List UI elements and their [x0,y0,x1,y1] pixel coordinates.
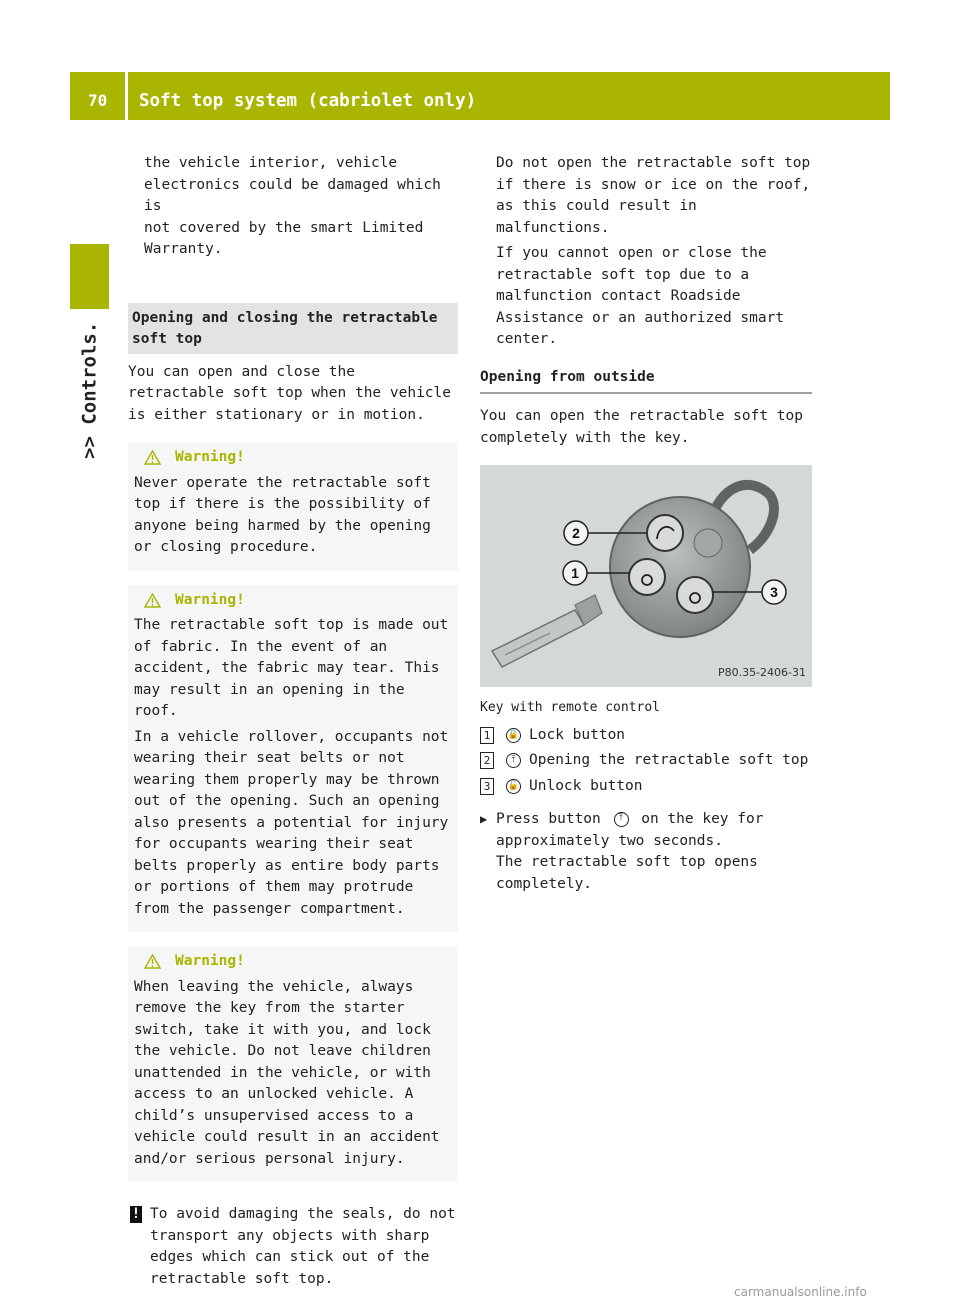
page-number: 70 [88,90,108,110]
callout-label: 2 [572,525,580,541]
open-roof-icon: ⤒ [506,753,521,768]
legend-number: 2 [480,752,494,769]
section-body: You can open and close the retractable soft top when the vehicle is either stationary or in motion. [128,363,452,423]
legend-number: 1 [480,727,494,744]
warning-text: Never operate the retractable soft top if there is the possibility of anyone being harmed by the opening or closing procedure. [134,474,431,555]
intro-line: electronics could be damaged which is [144,176,441,214]
right-intro [480,153,812,351]
key-blade [492,595,602,667]
warning-title: Warning! [134,447,450,469]
section-heading [128,303,458,354]
warning-title: Warning! [134,951,450,973]
lock-icon: 🔒 [506,728,521,743]
subheading: Opening from outside [480,367,812,395]
warning-title: Warning! [134,590,450,612]
section-heading-line: Opening and closing the retractable [132,309,438,326]
right-intro-paragraph: If you cannot open or close the retractable soft top due to a malfunction contact Roadside Assistance or an authorized smart center. [496,245,785,347]
warning-text: In a vehicle rollover, occupants not wearing their seat belts or not wearing them properly may be thrown out of the opening. Such an opening also presents a potential for injury for occupants wearing their seat belts properly as entire body parts or portions of them may protrude from the passenger compartment. [134,728,449,917]
brand-emblem [694,529,722,557]
lock-button [629,559,665,595]
step-result: The retractable soft top opens completely. [496,854,758,892]
warning-text: The retractable soft top is made out of fabric. In the event of an accident, the fabric may tear. This may result in an opening in the roof. [134,617,449,719]
instruction-step [480,809,812,895]
intro-line: the vehicle interior, vehicle [144,155,398,171]
warning-triangle-icon [144,954,161,969]
open-roof-icon: ⤒ [614,812,629,827]
open-roof-button [647,515,683,551]
side-section-label: >> Controls. [78,322,101,460]
figure-caption: Key with remote control [480,700,661,715]
key-illustration [480,465,812,687]
legend-item [480,776,812,798]
step-text: on the key for approximately two seconds. [496,811,764,849]
legend-label: Opening the retractable soft top [529,752,809,768]
body-text: You can open the retractable soft top completely with the key. [480,408,804,446]
callout-label: 1 [571,565,579,581]
figure-code: P80.35-2406-31 [717,665,806,679]
warning-triangle-icon [144,450,161,465]
left-column [128,153,458,1290]
legend-item [480,725,812,747]
page-title: Soft top system (cabriolet only) [139,90,477,111]
legend-label: Lock button [529,726,626,743]
right-intro-paragraph: Do not open the retractable soft top if there is snow or ice on the roof, as this could result in malfunctions. [496,155,811,236]
key-figure [480,465,812,687]
side-tab-block [70,244,109,309]
unlock-button [677,577,713,613]
warning-box [128,442,458,571]
right-column [480,153,812,895]
intro-line: Warranty. [144,241,223,257]
warning-text: When leaving the vehicle, always remove the key from the starter switch, take it with you, and lock the vehicle. Do not leave children unattended in the vehicle, or with access to an unlocked vehicle. A child’s unsupervised access to a vehicle could result in an accident and/or serious personal injury. [134,978,440,1167]
watermark: carmanualsonline.info [734,1285,867,1299]
intro-text [128,153,458,261]
callout-label: 3 [770,584,778,600]
warning-box [128,946,458,1182]
notice-text: To avoid damaging the seals, do not transport any objects with sharp edges which can stick out of the retractable soft top. [150,1206,456,1287]
warning-triangle-icon [144,593,161,608]
header-divider [125,72,128,120]
notice-icon: ! [131,1206,141,1222]
section-heading-line: soft top [132,331,202,347]
legend-label: Unlock button [529,777,643,794]
legend-item [480,750,812,772]
unlock-icon: 🔓 [506,779,521,794]
step-text: Press button [496,811,601,827]
step-arrow-icon: ▶ [480,812,488,826]
legend-number: 3 [480,778,494,795]
notice [128,1204,458,1290]
intro-line: not covered by the smart Limited [144,219,424,236]
warning-box [128,585,458,933]
